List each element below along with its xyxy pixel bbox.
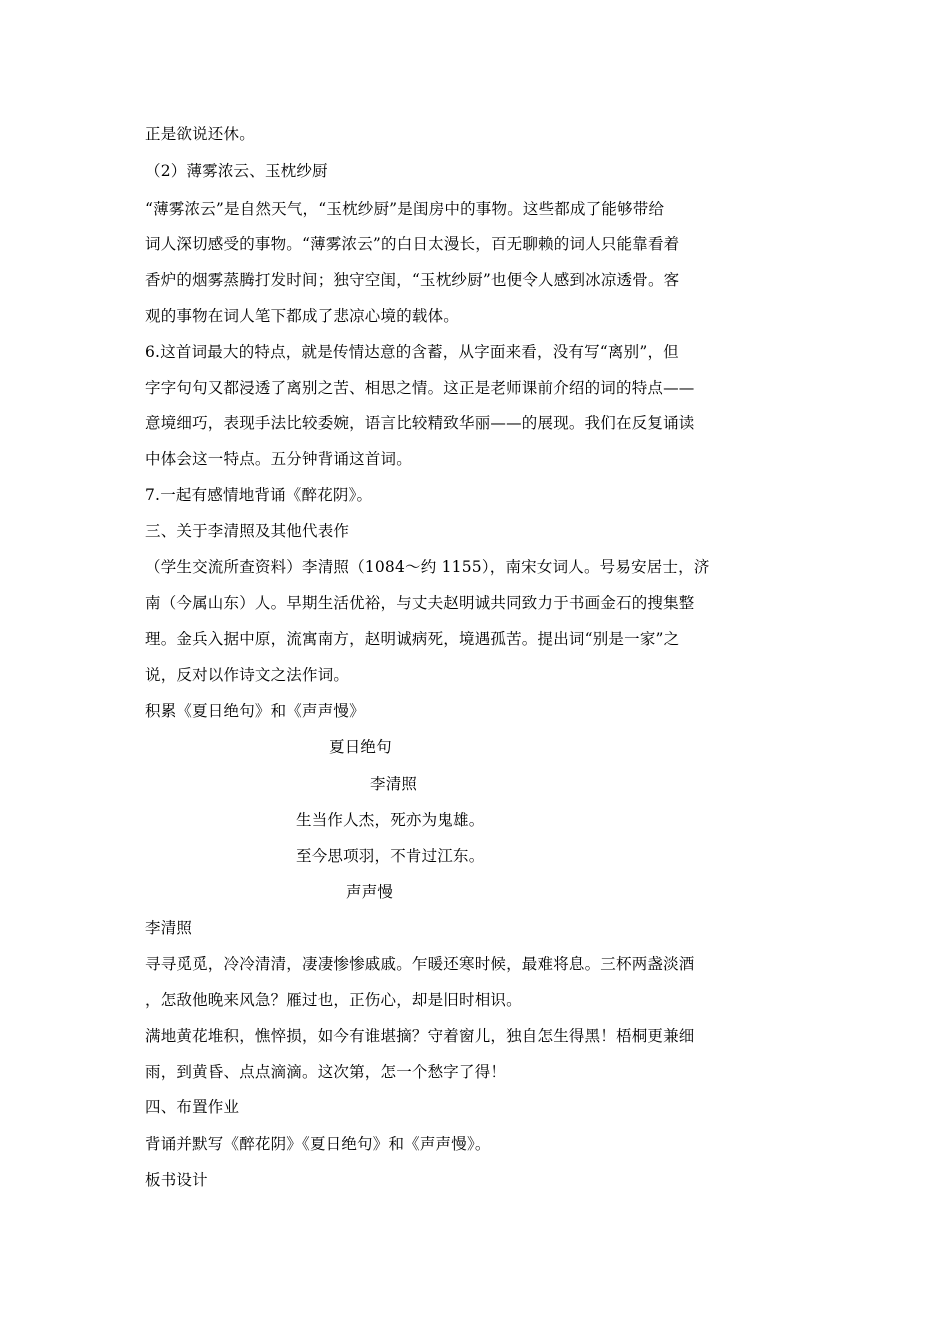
poem-author: 李清照 xyxy=(370,775,418,793)
text-line: 7.一起有感情地背诵《醉花阴》。 xyxy=(145,486,373,504)
poem-line: 寻寻觅觅，冷冷清清，凄凄惨惨戚戚。乍暖还寒时候，最难将息。三杯两盏淡酒 xyxy=(145,955,695,973)
poem-line: 满地黄花堆积，憔悴损，如今有谁堪摘？守着窗儿，独自怎生得黑！梧桐更兼细 xyxy=(145,1027,695,1045)
poem-title: 声声慢 xyxy=(346,883,394,901)
text-line: 南（今属山东）人。早期生活优裕，与丈夫赵明诚共同致力于书画金石的搜集整 xyxy=(145,594,695,612)
poem-line: ，怎敌他晚来风急？雁过也，正伤心，却是旧时相识。 xyxy=(145,991,522,1009)
text-line: 词人深切感受的事物。“薄雾浓云”的白日太漫长，百无聊赖的词人只能靠看着 xyxy=(145,235,680,253)
poem-line: 至今思项羽，不肯过江东。 xyxy=(296,847,485,865)
text-line: 香炉的烟雾蒸腾打发时间；独守空闺，“玉枕纱厨”也便令人感到冰凉透骨。客 xyxy=(145,271,680,289)
poem-title: 夏日绝句 xyxy=(329,738,392,756)
subheading-line: （2）薄雾浓云、玉枕纱厨 xyxy=(145,162,328,180)
poem-author: 李清照 xyxy=(145,919,193,937)
text-line: 6.这首词最大的特点，就是传情达意的含蓄，从字面来看，没有写“离别”，但 xyxy=(145,343,679,361)
text-line: 理。金兵入据中原，流寓南方，赵明诚病死，境遇孤苦。提出词“别是一家”之 xyxy=(145,630,680,648)
text-line: 意境细巧，表现手法比较委婉，语言比较精致华丽——的展现。我们在反复诵读 xyxy=(145,414,695,432)
text-line: 背诵并默写《醉花阴》《夏日绝句》和《声声慢》。 xyxy=(145,1135,491,1153)
text-line: （学生交流所查资料）李清照（1084～约 1155），南宋女词人。号易安居士，济 xyxy=(145,558,710,576)
text-line: 板书设计 xyxy=(145,1171,208,1189)
text-line: 积累《夏日绝句》和《声声慢》 xyxy=(145,702,365,720)
text-line: 中体会这一特点。五分钟背诵这首词。 xyxy=(145,450,412,468)
poem-line: 雨，到黄昏、点点滴滴。这次第，怎一个愁字了得！ xyxy=(145,1063,507,1081)
text-line: 说，反对以作诗文之法作词。 xyxy=(145,666,350,684)
poem-line: 生当作人杰，死亦为鬼雄。 xyxy=(296,811,485,829)
text-line: “薄雾浓云”是自然天气，“玉枕纱厨”是闺房中的事物。这些都成了能够带给 xyxy=(145,200,665,218)
text-line: 正是欲说还休。 xyxy=(145,125,255,143)
section-heading: 四、布置作业 xyxy=(145,1098,240,1116)
text-line: 观的事物在词人笔下都成了悲凉心境的载体。 xyxy=(145,307,460,325)
section-heading: 三、关于李清照及其他代表作 xyxy=(145,522,350,540)
text-line: 字字句句又都浸透了离别之苦、相思之情。这正是老师课前介绍的词的特点—— xyxy=(145,379,695,397)
